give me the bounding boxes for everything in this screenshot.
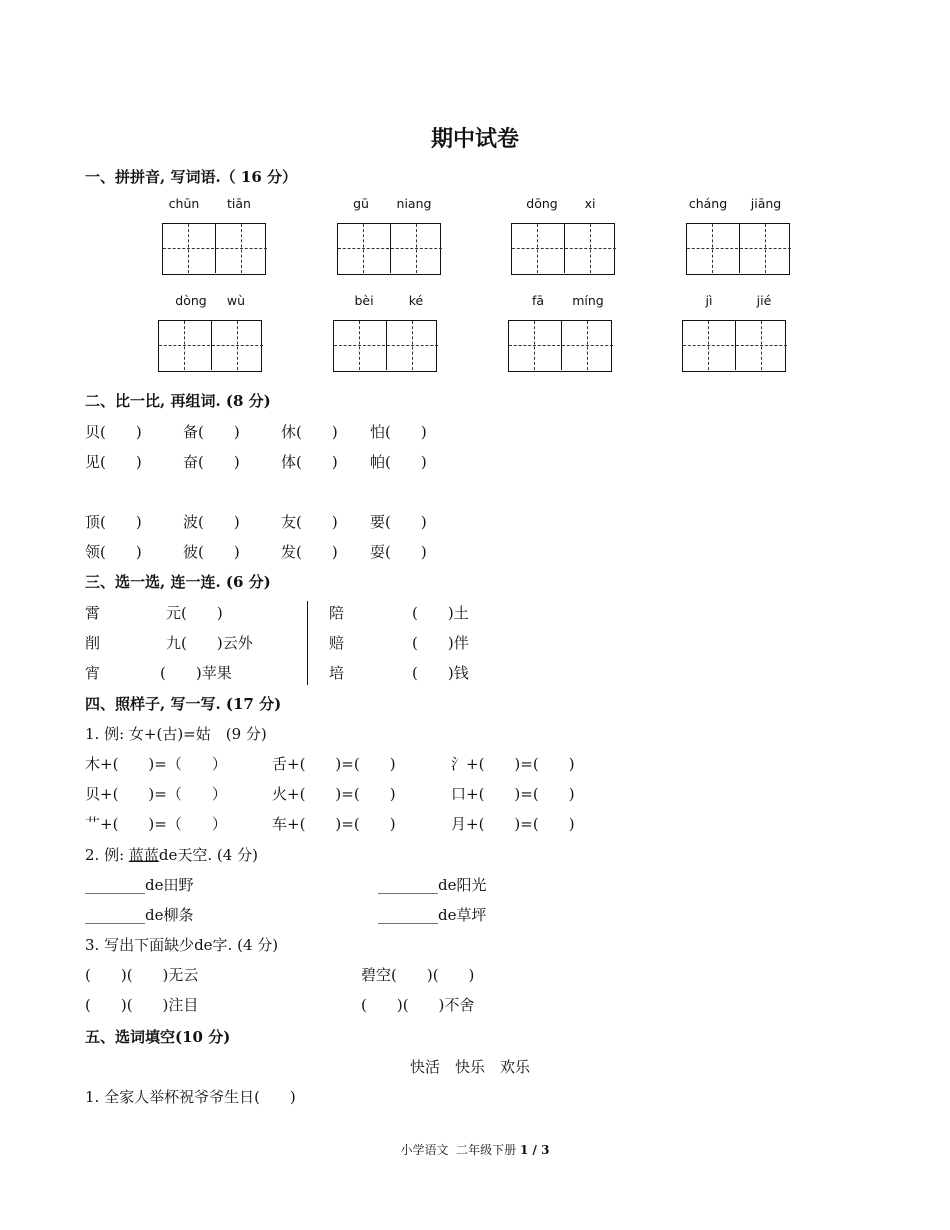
compare-item: 友( ): [281, 513, 338, 531]
page-title: 期中试卷: [430, 126, 519, 152]
pinyin: cháng: [688, 196, 728, 211]
compare-item: 休( ): [281, 423, 338, 441]
writing-grid[interactable]: [333, 320, 437, 372]
pinyin: xi: [584, 196, 596, 211]
pinyin: wù: [226, 293, 246, 308]
compare-item: 见( ): [85, 453, 142, 471]
compare-item: 体( ): [281, 453, 338, 471]
pinyin: bèi: [354, 293, 374, 308]
match-char: 陪: [329, 604, 345, 622]
match-phrase: ( )伴: [412, 634, 469, 652]
compare-item: 要( ): [370, 513, 427, 531]
pinyin: niang: [396, 196, 432, 211]
idiom-item: ( )( )注目: [85, 996, 199, 1014]
compare-item: 发( ): [281, 543, 338, 561]
section-3-heading: 三、选一选, 连一连. (6 分): [85, 573, 271, 591]
pinyin: chūn: [168, 196, 200, 211]
idiom-item: ( )( )无云: [85, 966, 199, 984]
pinyin: tiān: [227, 196, 251, 211]
page-number: 1 / 3: [520, 1143, 550, 1157]
compare-item: 奋( ): [183, 453, 240, 471]
compare-item: 备( ): [183, 423, 240, 441]
writing-grid[interactable]: [158, 320, 262, 372]
pinyin: ké: [408, 293, 424, 308]
match-phrase: ( )钱: [412, 664, 469, 682]
writing-grid[interactable]: [508, 320, 612, 372]
match-phrase: ( )土: [412, 604, 469, 622]
radical-item: 贝+( )=（ ）: [85, 785, 227, 803]
compare-item: 彼( ): [183, 543, 240, 561]
writing-grid[interactable]: [337, 223, 441, 275]
radical-item: 舌+( )=( ): [272, 755, 396, 773]
radical-item: 艹+( )=（ ）: [85, 815, 227, 833]
fill-blank[interactable]: ________de阳光: [378, 876, 487, 894]
column-divider: [307, 601, 308, 685]
writing-grid[interactable]: [162, 223, 266, 275]
radical-item: 车+( )=( ): [272, 815, 396, 833]
radical-item: 口+( )=( ): [451, 785, 575, 803]
q3-prompt: 3. 写出下面缺少de字. (4 分): [85, 936, 279, 954]
idiom-item: ( )( )不舍: [361, 996, 475, 1014]
radical-item: 火+( )=( ): [272, 785, 396, 803]
fill-blank[interactable]: ________de柳条: [85, 906, 194, 924]
pinyin: jié: [756, 293, 772, 308]
pinyin: fā: [531, 293, 545, 308]
compare-item: 领( ): [85, 543, 142, 561]
q5-1: 1. 全家人举杯祝爷爷生日( ): [85, 1088, 296, 1106]
idiom-item: 碧空( )( ): [361, 966, 475, 984]
compare-item: 贝( ): [85, 423, 142, 441]
match-char: 赔: [329, 634, 345, 652]
word-bank: 快活 快乐 欢乐: [410, 1058, 531, 1076]
match-char: 培: [329, 664, 345, 682]
fill-blank[interactable]: ________de田野: [85, 876, 194, 894]
page-footer: 小学语文 二年级下册 1 / 3: [400, 1143, 550, 1157]
match-char: 霄: [85, 604, 101, 622]
section-1-heading: 一、拼拼音, 写词语.（ 16 分）: [85, 168, 297, 186]
section-2-heading: 二、比一比, 再组词. (8 分): [85, 392, 271, 410]
q1-example: 1. 例: 女+(古)=姑 (9 分): [85, 725, 267, 743]
q2-example: 2. 例: 蓝蓝de天空. (4 分): [85, 846, 258, 864]
writing-grid[interactable]: [686, 223, 790, 275]
match-phrase: 元( ): [166, 604, 223, 622]
radical-item: 木+( )=（ ）: [85, 755, 227, 773]
writing-grid[interactable]: [682, 320, 786, 372]
radical-item: 氵+( )=( ): [451, 755, 575, 773]
example-word: 蓝蓝: [128, 846, 159, 864]
match-char: 削: [85, 634, 101, 652]
section-4-heading: 四、照样子, 写一写. (17 分): [85, 695, 282, 713]
match-phrase: 九( )云外: [166, 634, 253, 652]
compare-item: 怕( ): [370, 423, 427, 441]
pinyin: míng: [572, 293, 604, 308]
pinyin: dòng: [175, 293, 207, 308]
pinyin: jì: [705, 293, 713, 308]
pinyin: gū: [353, 196, 369, 211]
pinyin: jiāng: [750, 196, 782, 211]
compare-item: 帕( ): [370, 453, 427, 471]
match-phrase: ( )苹果: [160, 664, 232, 682]
radical-item: 月+( )=( ): [451, 815, 575, 833]
compare-item: 顶( ): [85, 513, 142, 531]
pinyin: dōng: [526, 196, 558, 211]
fill-blank[interactable]: ________de草坪: [378, 906, 487, 924]
section-5-heading: 五、选词填空(10 分): [85, 1028, 231, 1046]
compare-item: 耍( ): [370, 543, 427, 561]
compare-item: 波( ): [183, 513, 240, 531]
writing-grid[interactable]: [511, 223, 615, 275]
match-char: 宵: [85, 664, 101, 682]
